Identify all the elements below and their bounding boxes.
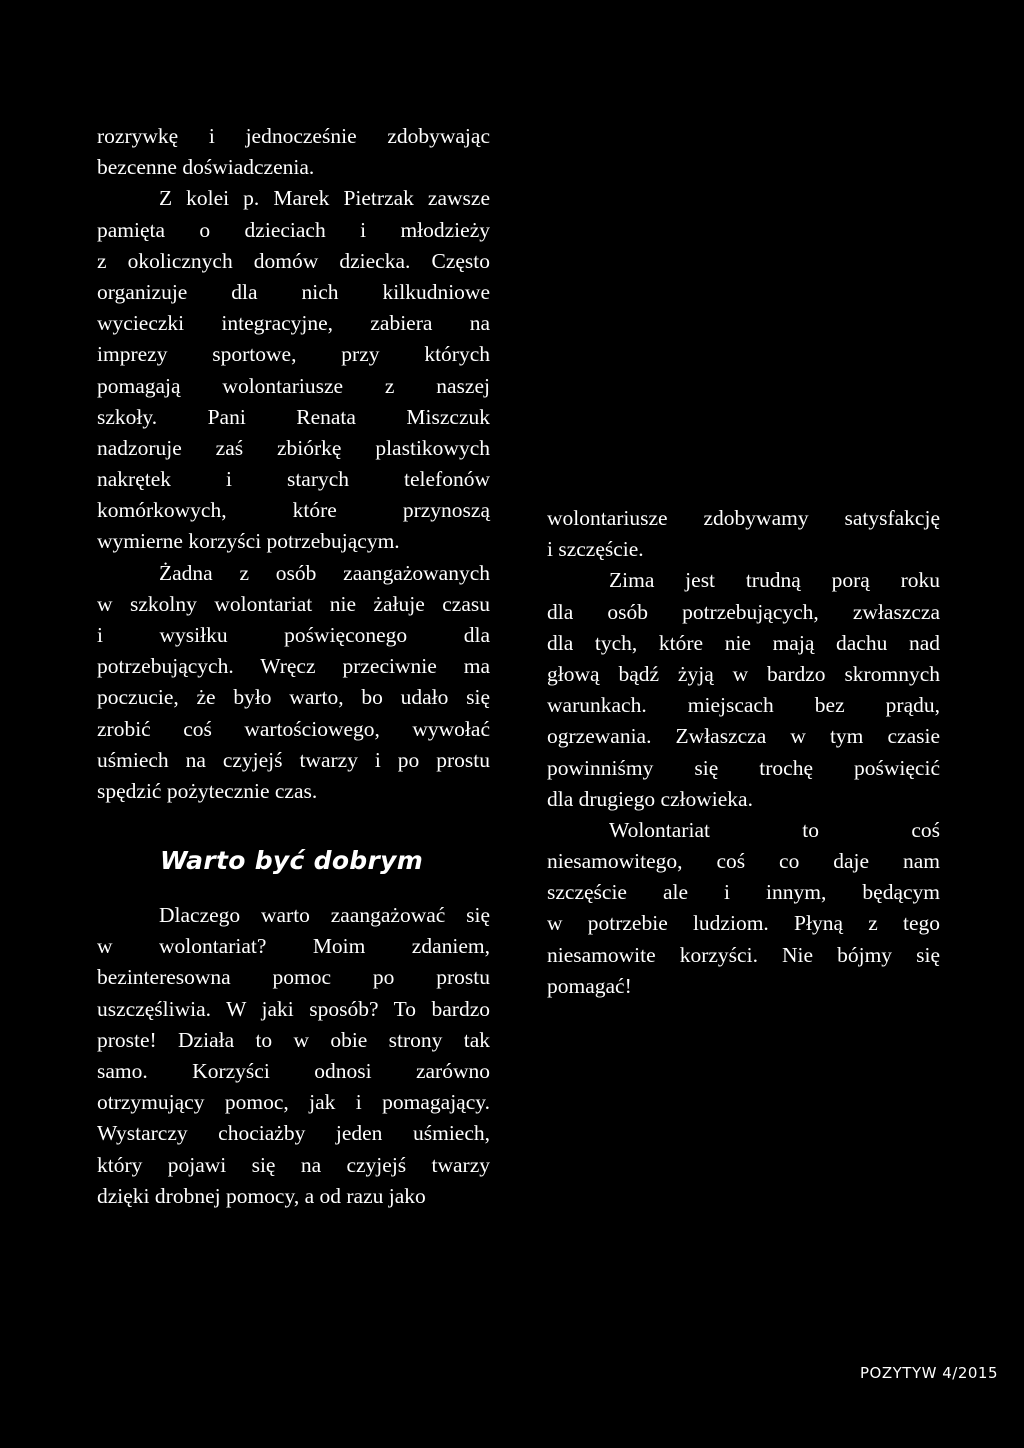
section-heading: Warto być dobrym: [160, 846, 424, 875]
text-line: organizuje dla nich kilkudniowe: [97, 279, 490, 304]
text-line: Z kolei p. Marek Pietrzak zawsze: [159, 186, 490, 211]
text-line: pomagać!: [547, 973, 632, 998]
text-line: w wolontariat? Moim zdaniem,: [97, 934, 490, 959]
text-line: nakrętek i starych telefonów: [97, 467, 490, 492]
text-line: pamięta o dzieciach i młodzieży: [97, 217, 490, 242]
text-line: uszczęśliwia. W jaki sposób? To bardzo: [97, 996, 490, 1021]
text-line: i szczęście.: [547, 537, 644, 562]
text-line: proste! Działa to w obie strony tak: [97, 1027, 490, 1052]
text-line: niesamowite korzyści. Nie bójmy się: [547, 942, 940, 967]
text-line: dla drugiego człowieka.: [547, 786, 753, 811]
text-line: samo. Korzyści odnosi zarówno: [97, 1058, 490, 1083]
text-line: Dlaczego warto zaangażować się: [159, 903, 490, 927]
text-line: Żadna z osób zaangażowanych: [159, 560, 490, 585]
text-line: wycieczki integracyjne, zabiera na: [97, 311, 490, 336]
right-column: [547, 503, 940, 1002]
left-column-bottom: [97, 900, 490, 1212]
text-line: ogrzewania. Zwłaszcza w tym czasie: [547, 724, 940, 749]
text-line: niesamowitego, coś co daje nam: [547, 849, 940, 874]
left-column-top: [97, 121, 490, 807]
text-line: szkoły. Pani Renata Miszczuk: [97, 404, 490, 429]
text-line: w szkolny wolontariat nie żałuje czasu: [97, 591, 490, 616]
text-line: Zima jest trudną porą roku: [609, 568, 940, 593]
text-line: Wystarczy chociażby jeden uśmiech,: [97, 1121, 490, 1146]
text-line: pomagają wolontariusze z naszej: [97, 373, 490, 398]
text-line: potrzebujących. Wręcz przeciwnie ma: [97, 654, 490, 679]
text-line: wolontariusze zdobywamy satysfakcję: [547, 506, 940, 530]
text-line: i wysiłku poświęconego dla: [97, 623, 490, 647]
text-line: zrobić coś wartościowego, wywołać: [97, 716, 490, 741]
text-line: z okolicznych domów dziecka. Często: [97, 248, 490, 273]
text-line: bezcenne doświadczenia.: [97, 155, 315, 180]
text-line: Wolontariat to coś: [609, 817, 940, 842]
text-line: nadzoruje zaś zbiórkę plastikowych: [97, 435, 490, 460]
text-line: w potrzebie ludziom. Płyną z tego: [547, 911, 940, 936]
text-line: dla tych, które nie mają dachu nad: [547, 630, 940, 655]
text-line: wymierne korzyści potrzebującym.: [97, 529, 400, 554]
text-line: imprezy sportowe, przy których: [97, 342, 490, 367]
text-line: szczęście ale i innym, będącym: [547, 880, 940, 905]
text-line: otrzymujący pomoc, jak i pomagający.: [97, 1090, 490, 1115]
text-line: komórkowych, które przynoszą: [97, 498, 490, 523]
text-line: rozrywkę i jednocześnie zdobywając: [97, 124, 490, 148]
text-line: spędzić pożytecznie czas.: [97, 778, 318, 803]
text-line: powinniśmy się trochę poświęcić: [547, 755, 940, 780]
text-line: dla osób potrzebujących, zwłaszcza: [547, 599, 940, 624]
text-line: który pojawi się na czyjejś twarzy: [97, 1152, 490, 1177]
text-line: bezinteresowna pomoc po prostu: [97, 965, 490, 990]
text-line: uśmiech na czyjejś twarzy i po prostu: [97, 747, 490, 772]
footer-issue-label: POZYTYW 4/2015: [860, 1364, 998, 1382]
text-line: głową bądź żyją w bardzo skromnych: [547, 661, 940, 686]
text-line: dzięki drobnej pomocy, a od razu jako: [97, 1183, 426, 1208]
text-line: poczucie, że było warto, bo udało się: [97, 685, 490, 710]
text-line: warunkach. miejscach bez prądu,: [547, 693, 940, 718]
